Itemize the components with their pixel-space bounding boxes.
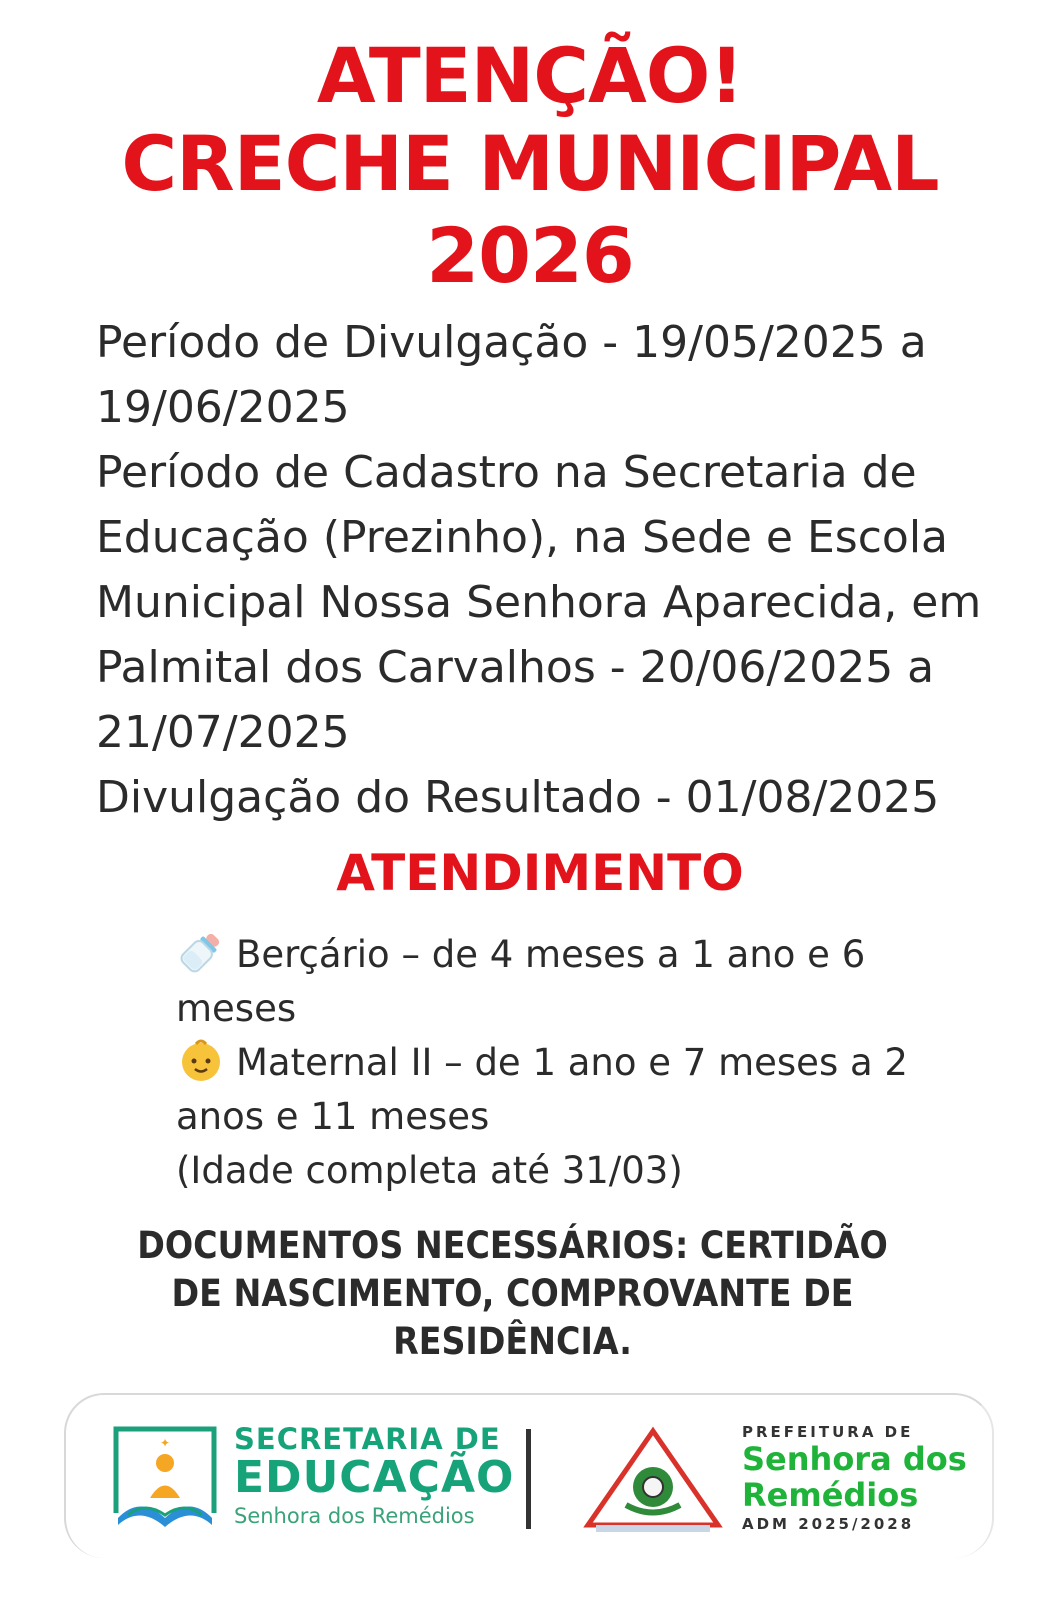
period-line: Divulgação do Resultado - 01/08/2025 [96, 772, 940, 823]
maternal-line1: Maternal II – de 1 ano e 7 meses a 2 [236, 1041, 908, 1084]
baby-bottle-icon [176, 929, 226, 975]
title-attention: ATENÇÃO! [316, 31, 744, 120]
baby-face-icon [176, 1037, 226, 1083]
periods-block [96, 310, 1026, 830]
prefeitura-line4: ADM 2025/2028 [742, 1515, 915, 1533]
secretaria-logo-icon [110, 1423, 220, 1533]
svg-text:✦: ✦ [159, 1436, 171, 1450]
documents-line2: DE NASCIMENTO, COMPROVANTE DE [171, 1272, 854, 1315]
documents-line3: RESIDÊNCIA. [393, 1320, 632, 1363]
period-line: Palmital dos Carvalhos - 20/06/2025 a [96, 642, 935, 693]
period-line: Educação (Prezinho), na Sede e Escola [96, 512, 949, 563]
secretaria-line3: Senhora dos Remédios [234, 1504, 475, 1528]
prefeitura-text [742, 1423, 967, 1535]
bercario-line2: meses [176, 987, 297, 1030]
prefeitura-line2: Senhora dos [742, 1440, 967, 1478]
prefeitura-line3: Remédios [742, 1476, 919, 1514]
bercario-item [176, 928, 976, 982]
footer-logos [64, 1393, 994, 1558]
period-line: 21/07/2025 [96, 707, 350, 758]
municipal-coat-of-arms-icon [578, 1425, 728, 1535]
documents-line1: DOCUMENTOS NECESSÁRIOS: CERTIDÃO [137, 1224, 888, 1267]
age-note: (Idade completa até 31/03) [176, 1149, 683, 1192]
atendimento-list [176, 928, 976, 1198]
title-year: 2026 [426, 211, 634, 300]
period-line: 19/06/2025 [96, 382, 350, 433]
prefeitura-line1: PREFEITURA DE [742, 1423, 914, 1441]
secretaria-text [234, 1423, 514, 1531]
period-line: Período de Divulgação - 19/05/2025 a [96, 317, 927, 368]
maternal-item [176, 1036, 976, 1090]
documents-block [0, 1222, 1025, 1366]
secretaria-line2: EDUCAÇÃO [234, 1452, 515, 1503]
period-line: Período de Cadastro na Secretaria de [96, 447, 917, 498]
footer-divider [526, 1429, 531, 1529]
bercario-line1: Berçário – de 4 meses a 1 ano e 6 [236, 933, 866, 976]
atendimento-heading: ATENDIMENTO [336, 844, 744, 902]
title-creche: CRECHE MUNICIPAL [121, 119, 939, 208]
secretaria-line1: SECRETARIA DE [234, 1422, 501, 1456]
period-line: Municipal Nossa Senhora Aparecida, em [96, 577, 982, 628]
maternal-line2: anos e 11 meses [176, 1095, 490, 1138]
